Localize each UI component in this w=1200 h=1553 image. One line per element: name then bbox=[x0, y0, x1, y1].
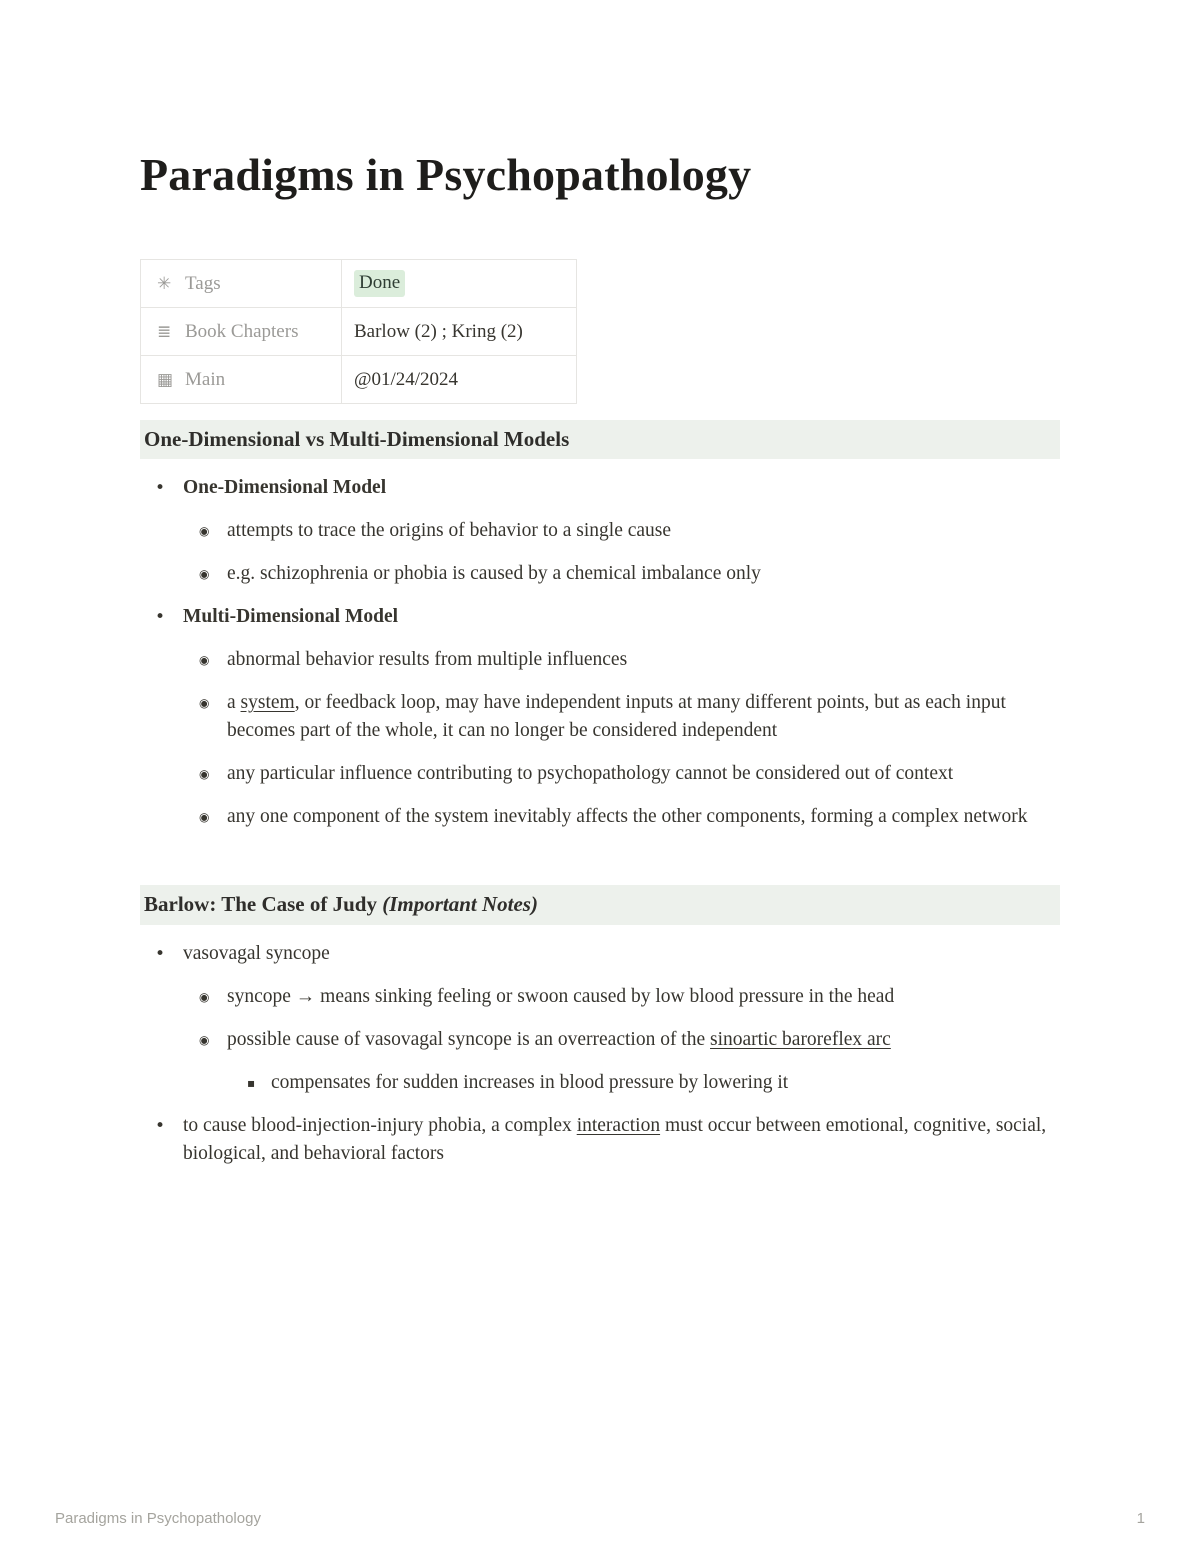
list-item bbox=[140, 1112, 1060, 1168]
list-item-text: vasovagal syncope bbox=[183, 942, 330, 964]
text-run: possible cause of vasovagal syncope is an overreaction of the bbox=[227, 1028, 711, 1050]
list-item bbox=[140, 983, 1060, 1011]
list-item-text: any particular influence contributing to psychopathology cannot be considered out of context bbox=[227, 763, 954, 785]
status-badge-done: Done bbox=[354, 270, 405, 297]
property-value-cell bbox=[342, 356, 577, 404]
models-list bbox=[140, 474, 1060, 831]
property-label-main: Main bbox=[185, 368, 226, 390]
underlined-term-baroreflex-arc: sinoartic baroreflex arc bbox=[710, 1028, 891, 1050]
section-heading-italic-note: (Important Notes) bbox=[382, 892, 538, 917]
bullet-disc-icon: • bbox=[155, 1115, 166, 1136]
list-item bbox=[140, 689, 1060, 745]
bullet-circle-icon: ◉ bbox=[199, 1032, 210, 1047]
property-row-book-chapters bbox=[141, 308, 577, 356]
text-lines-icon: ≣ bbox=[157, 321, 172, 342]
list-item-text: compensates for sudden increases in blood pressure by lowering it bbox=[271, 1071, 789, 1093]
list-item-text: syncope → means sinking feeling or swoon caused by low blood pressure in the head bbox=[227, 985, 895, 1007]
footer-page-number: 1 bbox=[1136, 1510, 1145, 1527]
list-item bbox=[140, 646, 1060, 674]
bullet-circle-icon: ◉ bbox=[199, 567, 210, 582]
bullet-circle-icon: ◉ bbox=[199, 989, 210, 1004]
footer-document-title: Paradigms in Psychopathology bbox=[55, 1510, 261, 1527]
list-item-text: abnormal behavior results from multiple influences bbox=[227, 649, 628, 671]
barlow-judy-list bbox=[140, 940, 1060, 1168]
text-run: must occur between emotional, cognitive, social, biological, and behavioral factors bbox=[183, 1114, 1047, 1164]
property-value-book-chapters: Barlow (2) ; Kring (2) bbox=[354, 320, 523, 342]
bullet-disc-icon: • bbox=[155, 943, 166, 964]
bullet-circle-icon: ◉ bbox=[199, 653, 210, 668]
bullet-circle-icon: ◉ bbox=[199, 810, 210, 825]
page-footer bbox=[55, 1510, 1145, 1527]
list-item-text: One-Dimensional Model bbox=[183, 477, 387, 499]
list-item bbox=[140, 760, 1060, 788]
property-value-main-date: @01/24/2024 bbox=[354, 368, 459, 390]
property-label-book-chapters: Book Chapters bbox=[185, 320, 299, 342]
list-item bbox=[140, 803, 1060, 831]
calendar-icon: ▦ bbox=[157, 369, 174, 390]
property-label-tags: Tags bbox=[185, 272, 221, 294]
list-item bbox=[140, 1026, 1060, 1054]
bullet-disc-icon: • bbox=[155, 478, 166, 499]
section-heading-text: Barlow: The Case of Judy bbox=[144, 892, 383, 917]
list-item bbox=[140, 603, 1060, 631]
list-item-text bbox=[227, 1026, 1060, 1054]
text-run: to cause blood-injection-injury phobia, a complex bbox=[183, 1114, 577, 1136]
property-row-tags bbox=[141, 260, 577, 308]
underlined-term-system: system bbox=[240, 692, 295, 714]
section-heading-text: One-Dimensional vs Multi-Dimensional Models bbox=[144, 427, 570, 451]
bullet-circle-icon: ◉ bbox=[199, 696, 210, 711]
bullet-square-icon: ▪ bbox=[247, 1075, 256, 1090]
property-label-cell bbox=[141, 356, 342, 404]
properties-table bbox=[140, 259, 577, 404]
property-label-cell bbox=[141, 260, 342, 308]
bullet-disc-icon: • bbox=[155, 607, 166, 628]
list-item bbox=[140, 560, 1060, 588]
property-label-cell bbox=[141, 308, 342, 356]
status-spinner-icon: ✳ bbox=[157, 273, 172, 294]
text-run: , or feedback loop, may have independent inputs at many different points, but as each input becomes part of the whole, it can no longer be considered independent bbox=[227, 692, 1006, 742]
list-item bbox=[140, 474, 1060, 502]
text-run: a bbox=[227, 692, 241, 714]
list-item bbox=[140, 517, 1060, 545]
section-heading-barlow-judy bbox=[140, 885, 1060, 924]
section-heading-models bbox=[140, 420, 1060, 459]
property-row-main bbox=[141, 356, 577, 404]
underlined-term-interaction: interaction bbox=[576, 1114, 661, 1136]
list-item-text: attempts to trace the origins of behavior to a single cause bbox=[227, 520, 672, 542]
property-value-cell bbox=[342, 308, 577, 356]
list-item bbox=[140, 1069, 1060, 1097]
list-item-text: Multi-Dimensional Model bbox=[183, 606, 399, 628]
bullet-circle-icon: ◉ bbox=[199, 524, 210, 539]
page-title: Paradigms in Psychopathology bbox=[140, 149, 752, 200]
list-item-text: e.g. schizophrenia or phobia is caused by a chemical imbalance only bbox=[227, 563, 761, 585]
list-item-text: any one component of the system inevitably affects the other components, forming a complex network bbox=[227, 806, 1028, 828]
list-item-text bbox=[227, 689, 1060, 745]
bullet-circle-icon: ◉ bbox=[199, 767, 210, 782]
list-item-text bbox=[183, 1112, 1060, 1168]
list-item bbox=[140, 940, 1060, 968]
property-value-cell bbox=[342, 260, 577, 308]
